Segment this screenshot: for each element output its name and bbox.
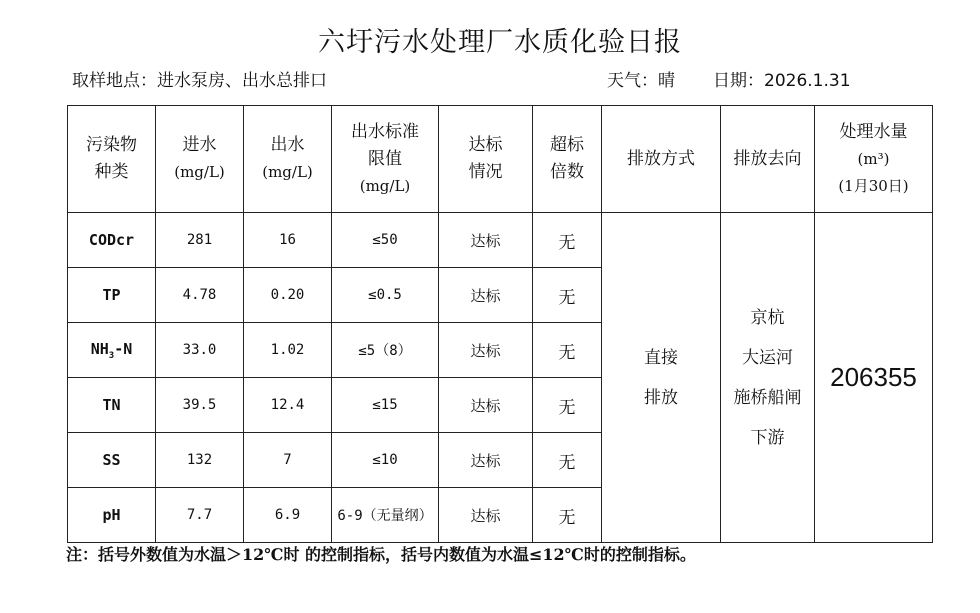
header-discharge-method: 排放方式	[602, 106, 721, 213]
discharge-destination-cell: 京杭 大运河 施桥船闸 下游	[721, 213, 815, 543]
limit-cell: ≤10	[332, 433, 439, 488]
influent-cell: 7.7	[156, 488, 244, 543]
report-title: 六圩污水处理厂水质化验日报	[318, 27, 682, 58]
compliance-cell: 达标	[439, 378, 533, 433]
weather: 天气：晴	[607, 71, 675, 91]
influent-cell: 132	[156, 433, 244, 488]
pollutant-cell: $NH_3-N$	[68, 323, 156, 378]
treated-volume-value: 206355	[815, 213, 933, 543]
pollutant-cell: TN	[68, 378, 156, 433]
exceed-cell: 无	[533, 378, 602, 433]
pollutant-cell: TP	[68, 268, 156, 323]
effluent-cell: 12.4	[244, 378, 332, 433]
compliance-cell: 达标	[439, 213, 533, 268]
header-effluent: 出水 (mg/L)	[244, 106, 332, 213]
exceed-cell: 无	[533, 323, 602, 378]
pollutant-cell: pH	[68, 488, 156, 543]
header-compliance: 达标 情况	[439, 106, 533, 213]
header-discharge-destination: 排放去向	[721, 106, 815, 213]
report-date: 日期：2026.1.31	[713, 71, 851, 91]
exceed-cell: 无	[533, 433, 602, 488]
exceed-cell: 无	[533, 488, 602, 543]
limit-cell: ≤0.5	[332, 268, 439, 323]
compliance-cell: 达标	[439, 433, 533, 488]
effluent-cell: 0.20	[244, 268, 332, 323]
water-quality-table	[67, 105, 933, 543]
influent-cell: 281	[156, 213, 244, 268]
limit-cell: ≤5（8）	[332, 323, 439, 378]
influent-cell: 33.0	[156, 323, 244, 378]
header-pollutant: 污染物 种类	[68, 106, 156, 213]
footnote: 注：括号外数值为水温＞12℃时 的控制指标，括号内数值为水温≤12℃时的控制指标。	[66, 545, 696, 564]
header-row	[68, 106, 933, 213]
pollutant-cell: CODcr	[68, 213, 156, 268]
effluent-cell: 1.02	[244, 323, 332, 378]
compliance-cell: 达标	[439, 268, 533, 323]
effluent-cell: 6.9	[244, 488, 332, 543]
compliance-cell: 达标	[439, 323, 533, 378]
discharge-method-cell: 直接 排放	[602, 213, 721, 543]
limit-cell: ≤50	[332, 213, 439, 268]
header-exceed: 超标 倍数	[533, 106, 602, 213]
compliance-cell: 达标	[439, 488, 533, 543]
influent-cell: 39.5	[156, 378, 244, 433]
pollutant-cell: SS	[68, 433, 156, 488]
table-row	[68, 213, 933, 268]
header-influent: 进水 (mg/L)	[156, 106, 244, 213]
effluent-cell: 7	[244, 433, 332, 488]
effluent-cell: 16	[244, 213, 332, 268]
limit-cell: 6-9（无量纲）	[332, 488, 439, 543]
sampling-location: 取样地点：进水泵房、出水总排口	[72, 71, 327, 91]
limit-cell: ≤15	[332, 378, 439, 433]
header-treated-volume: 处理水量 (m³) (1月30日)	[815, 106, 933, 213]
exceed-cell: 无	[533, 268, 602, 323]
influent-cell: 4.78	[156, 268, 244, 323]
header-limit: 出水标准 限值 (mg/L)	[332, 106, 439, 213]
exceed-cell: 无	[533, 213, 602, 268]
